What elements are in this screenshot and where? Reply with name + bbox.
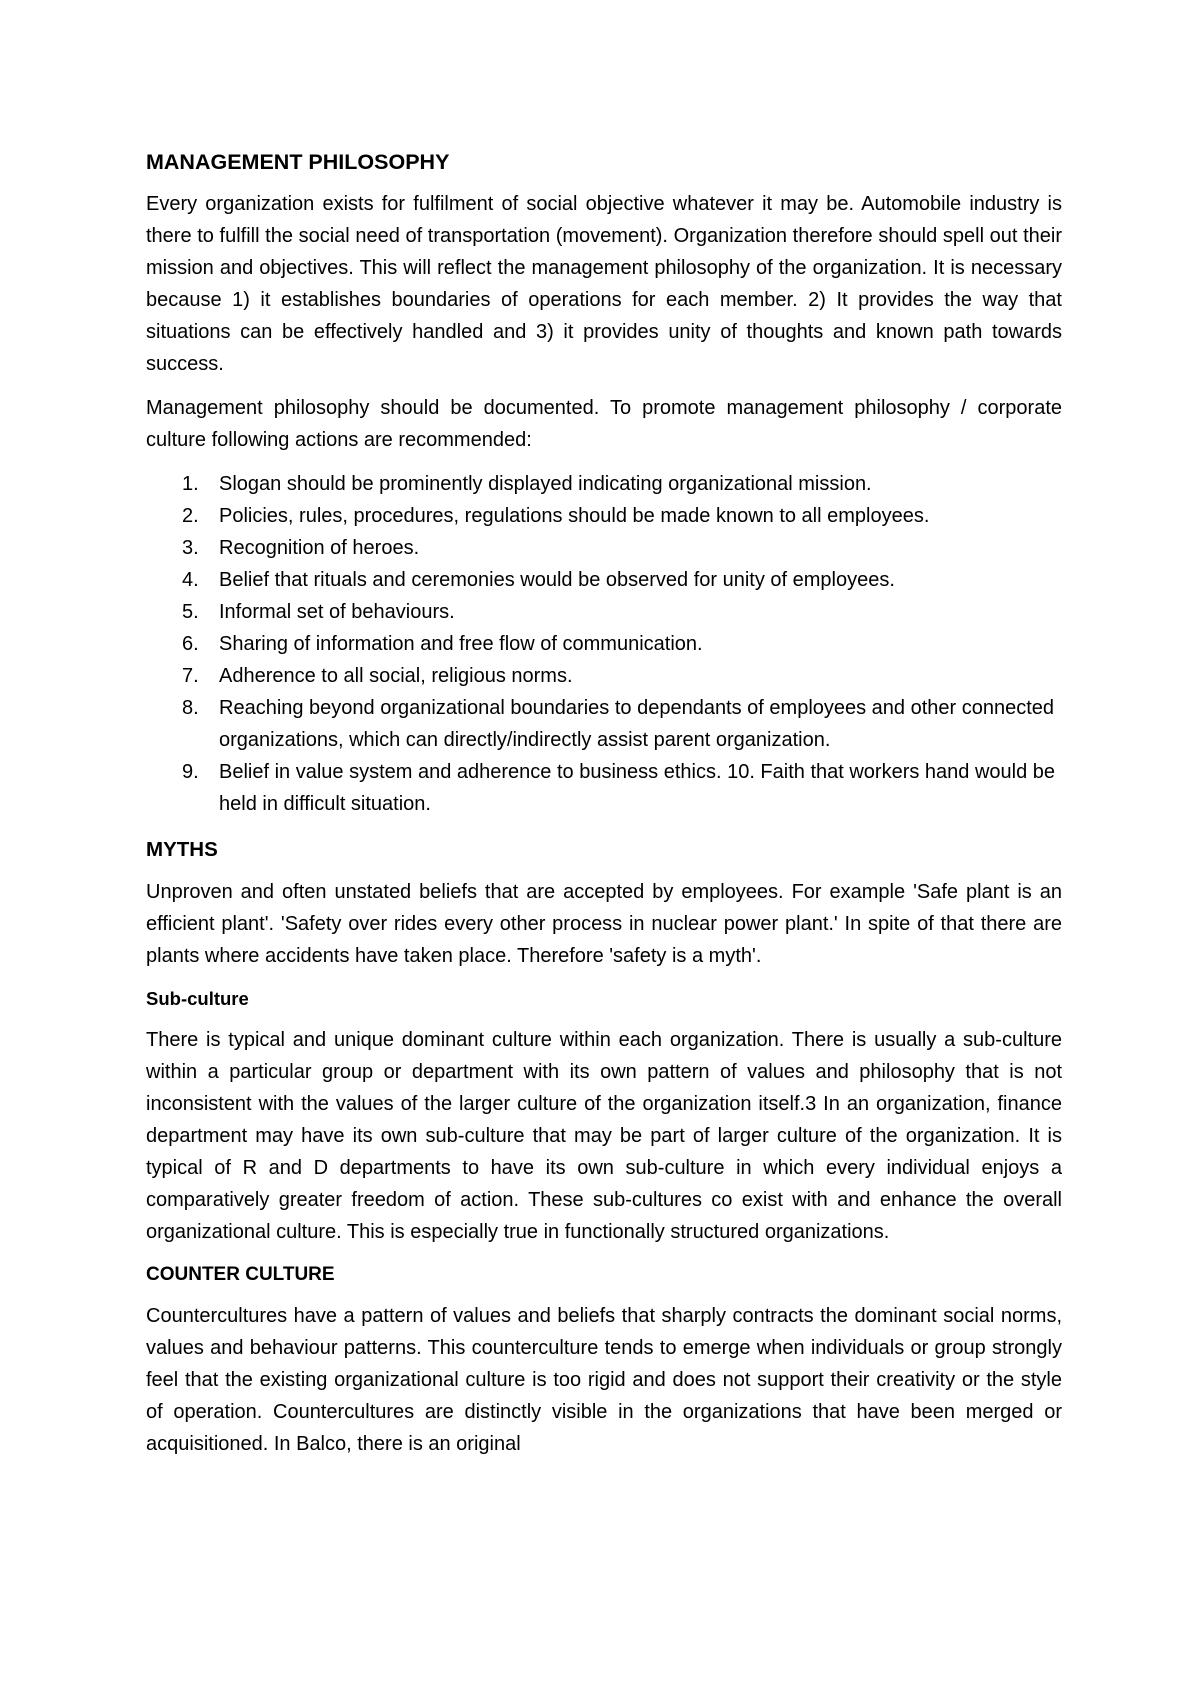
list-item	[146, 468, 1062, 500]
list-item-text: Slogan should be prominently displayed indicating organizational mission.	[219, 473, 872, 495]
list-item	[146, 756, 1062, 820]
list-item	[146, 628, 1062, 660]
list-item-text: Policies, rules, procedures, regulations should be made known to all employees.	[219, 505, 930, 527]
paragraph-management-documented: Management philosophy should be documented. To promote management philosophy / corporate culture following actions are recommended:	[146, 397, 1062, 451]
list-item	[146, 532, 1062, 564]
list-item-text: Informal set of behaviours.	[219, 601, 455, 623]
heading-sub-culture: Sub-culture	[146, 988, 249, 1009]
recommended-actions-list	[146, 468, 1062, 820]
list-number: 3.	[182, 537, 199, 559]
document-page	[146, 146, 1062, 1472]
list-item	[146, 692, 1062, 756]
list-number: 1.	[182, 473, 199, 495]
paragraph-myths: Unproven and often unstated beliefs that are accepted by employees. For example 'Safe plant is an efficient plant'. 'Safety over rides every other process in nuclear power plant.' In spite of that there are plants where accidents have taken place. Therefore 'safety is a myth'.	[146, 881, 1062, 967]
list-item-text: Sharing of information and free flow of communication.	[219, 633, 703, 655]
paragraph-sub-culture: There is typical and unique dominant culture within each organization. There is usually a sub-culture within a particular group or department with its own pattern of values and philosophy that is not inconsistent with the values of the larger culture of the organization itself.3 In an organization, finance department may have its own sub-culture that may be part of larger culture of the organization. It is typical of R and D departments to have its own sub-culture in which every individual enjoys a comparatively greater freedom of action. These sub-cultures co exist with and enhance the overall organizational culture. This is especially true in functionally structured organizations.	[146, 1029, 1062, 1243]
heading-counter-culture: COUNTER CULTURE	[146, 1264, 335, 1285]
list-item	[146, 596, 1062, 628]
list-number: 9.	[182, 761, 199, 783]
list-item-text: Belief that rituals and ceremonies would be observed for unity of employees.	[219, 569, 895, 591]
list-number: 7.	[182, 665, 199, 687]
paragraph-management-intro: Every organization exists for fulfilment of social objective whatever it may be. Automobile industry is there to fulfill the social need of transportation (movement). Organization therefore should spell out their mission and objectives. This will reflect the management philosophy of the organization. It is necessary because 1) it establishes boundaries of operations for each member. 2) It provides the way that situations can be effectively handled and 3) it provides unity of thoughts and known path towards success.	[146, 193, 1062, 375]
heading-management-philosophy: MANAGEMENT PHILOSOPHY	[146, 150, 450, 174]
list-item	[146, 500, 1062, 532]
list-number: 8.	[182, 697, 199, 719]
heading-myths: MYTHS	[146, 838, 218, 861]
list-item	[146, 660, 1062, 692]
list-item-text: Reaching beyond organizational boundaries to dependants of employees and other connected organizations, which can directly/indirectly assist parent organization.	[219, 697, 1055, 751]
list-item	[146, 564, 1062, 596]
list-item-text: Adherence to all social, religious norms.	[219, 665, 573, 687]
list-number: 4.	[182, 569, 199, 591]
list-item-text: Recognition of heroes.	[219, 537, 420, 559]
paragraph-counter-culture: Countercultures have a pattern of values and beliefs that sharply contracts the dominant social norms, values and behaviour patterns. This counterculture tends to emerge when individuals or group strongly feel that the existing organizational culture is too rigid and does not support their creativity or the style of operation. Countercultures are distinctly visible in the organizations that have been merged or acquisitioned. In Balco, there is an original	[146, 1305, 1062, 1455]
list-item-text: Belief in value system and adherence to business ethics. 10. Faith that workers hand would be held in difficult situation.	[219, 761, 1056, 815]
list-number: 2.	[182, 505, 199, 527]
list-number: 6.	[182, 633, 199, 655]
list-number: 5.	[182, 601, 199, 623]
